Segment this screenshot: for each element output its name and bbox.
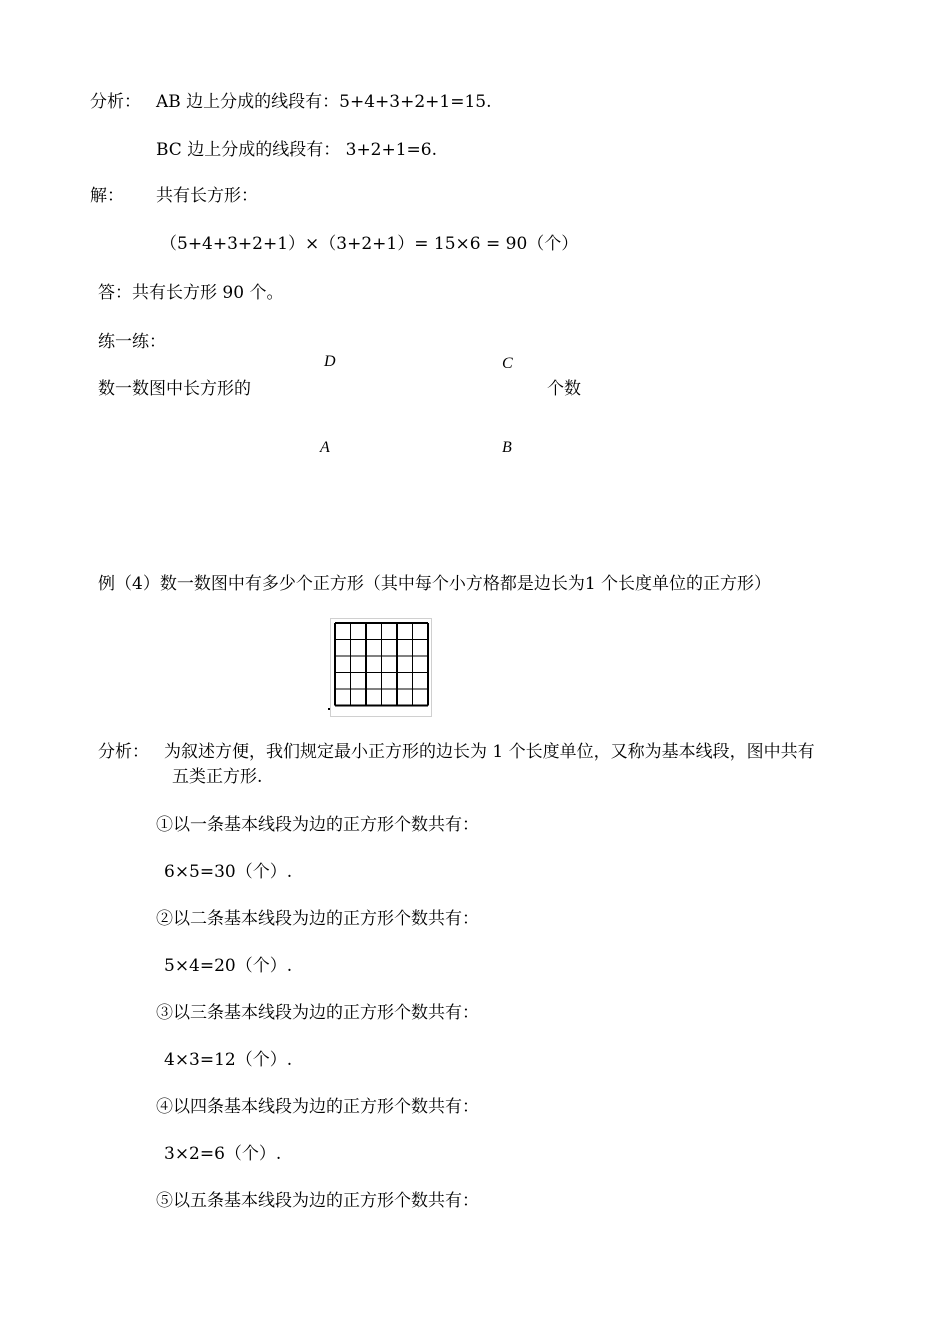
practice-question: 数一数图中长方形的 bbox=[98, 379, 251, 399]
analysis-line-ab: AB 边上分成的线段有：5+4+3+2+1=15. bbox=[156, 92, 492, 112]
solution-line: 共有长方形： bbox=[156, 186, 258, 206]
stray-dot bbox=[328, 708, 330, 710]
item-3-text: ③以三条基本线段为边的正方形个数共有： bbox=[156, 1003, 479, 1023]
item-1-calc: 6×5=30（个）. bbox=[164, 862, 293, 882]
item-2-calc: 5×4=20（个）. bbox=[164, 956, 293, 976]
point-a-label: A bbox=[320, 439, 330, 456]
item-2-text: ②以二条基本线段为边的正方形个数共有： bbox=[156, 909, 479, 929]
square-grid bbox=[331, 619, 431, 716]
point-b-label: B bbox=[502, 439, 512, 456]
practice-title: 练一练： bbox=[98, 332, 166, 352]
item-5-text: ⑤以五条基本线段为边的正方形个数共有： bbox=[156, 1191, 479, 1211]
analysis-line-bc: BC 边上分成的线段有： 3+2+1=6. bbox=[156, 140, 438, 160]
analysis2-label: 分析： bbox=[98, 742, 149, 762]
practice-question-end: 个数 bbox=[547, 379, 581, 399]
solution-formula: （5+4+3+2+1）×（3+2+1）= 15×6 = 90（个） bbox=[160, 234, 579, 254]
analysis2-intro: 为叙述方便，我们规定最小正方形的边长为 1 个长度单位，又称为基本线段，图中共有 bbox=[164, 742, 815, 762]
item-4-calc: 3×2=6（个）. bbox=[164, 1144, 282, 1164]
answer-text: 答：共有长方形 90 个。 bbox=[98, 283, 284, 303]
point-d-label: D bbox=[324, 353, 336, 370]
point-c-label: C bbox=[502, 355, 513, 372]
item-1-text: ①以一条基本线段为边的正方形个数共有： bbox=[156, 815, 479, 835]
example4-title: 例（4）数一数图中有多少个正方形（其中每个小方格都是边长为1 个长度单位的正方形） bbox=[98, 574, 772, 594]
analysis-label: 分析： bbox=[90, 92, 141, 112]
item-3-calc: 4×3=12（个）. bbox=[164, 1050, 293, 1070]
square-grid-figure bbox=[330, 618, 432, 717]
item-4-text: ④以四条基本线段为边的正方形个数共有： bbox=[156, 1097, 479, 1117]
analysis2-intro-cont: 五类正方形. bbox=[172, 767, 263, 787]
solution-label: 解： bbox=[90, 186, 124, 206]
